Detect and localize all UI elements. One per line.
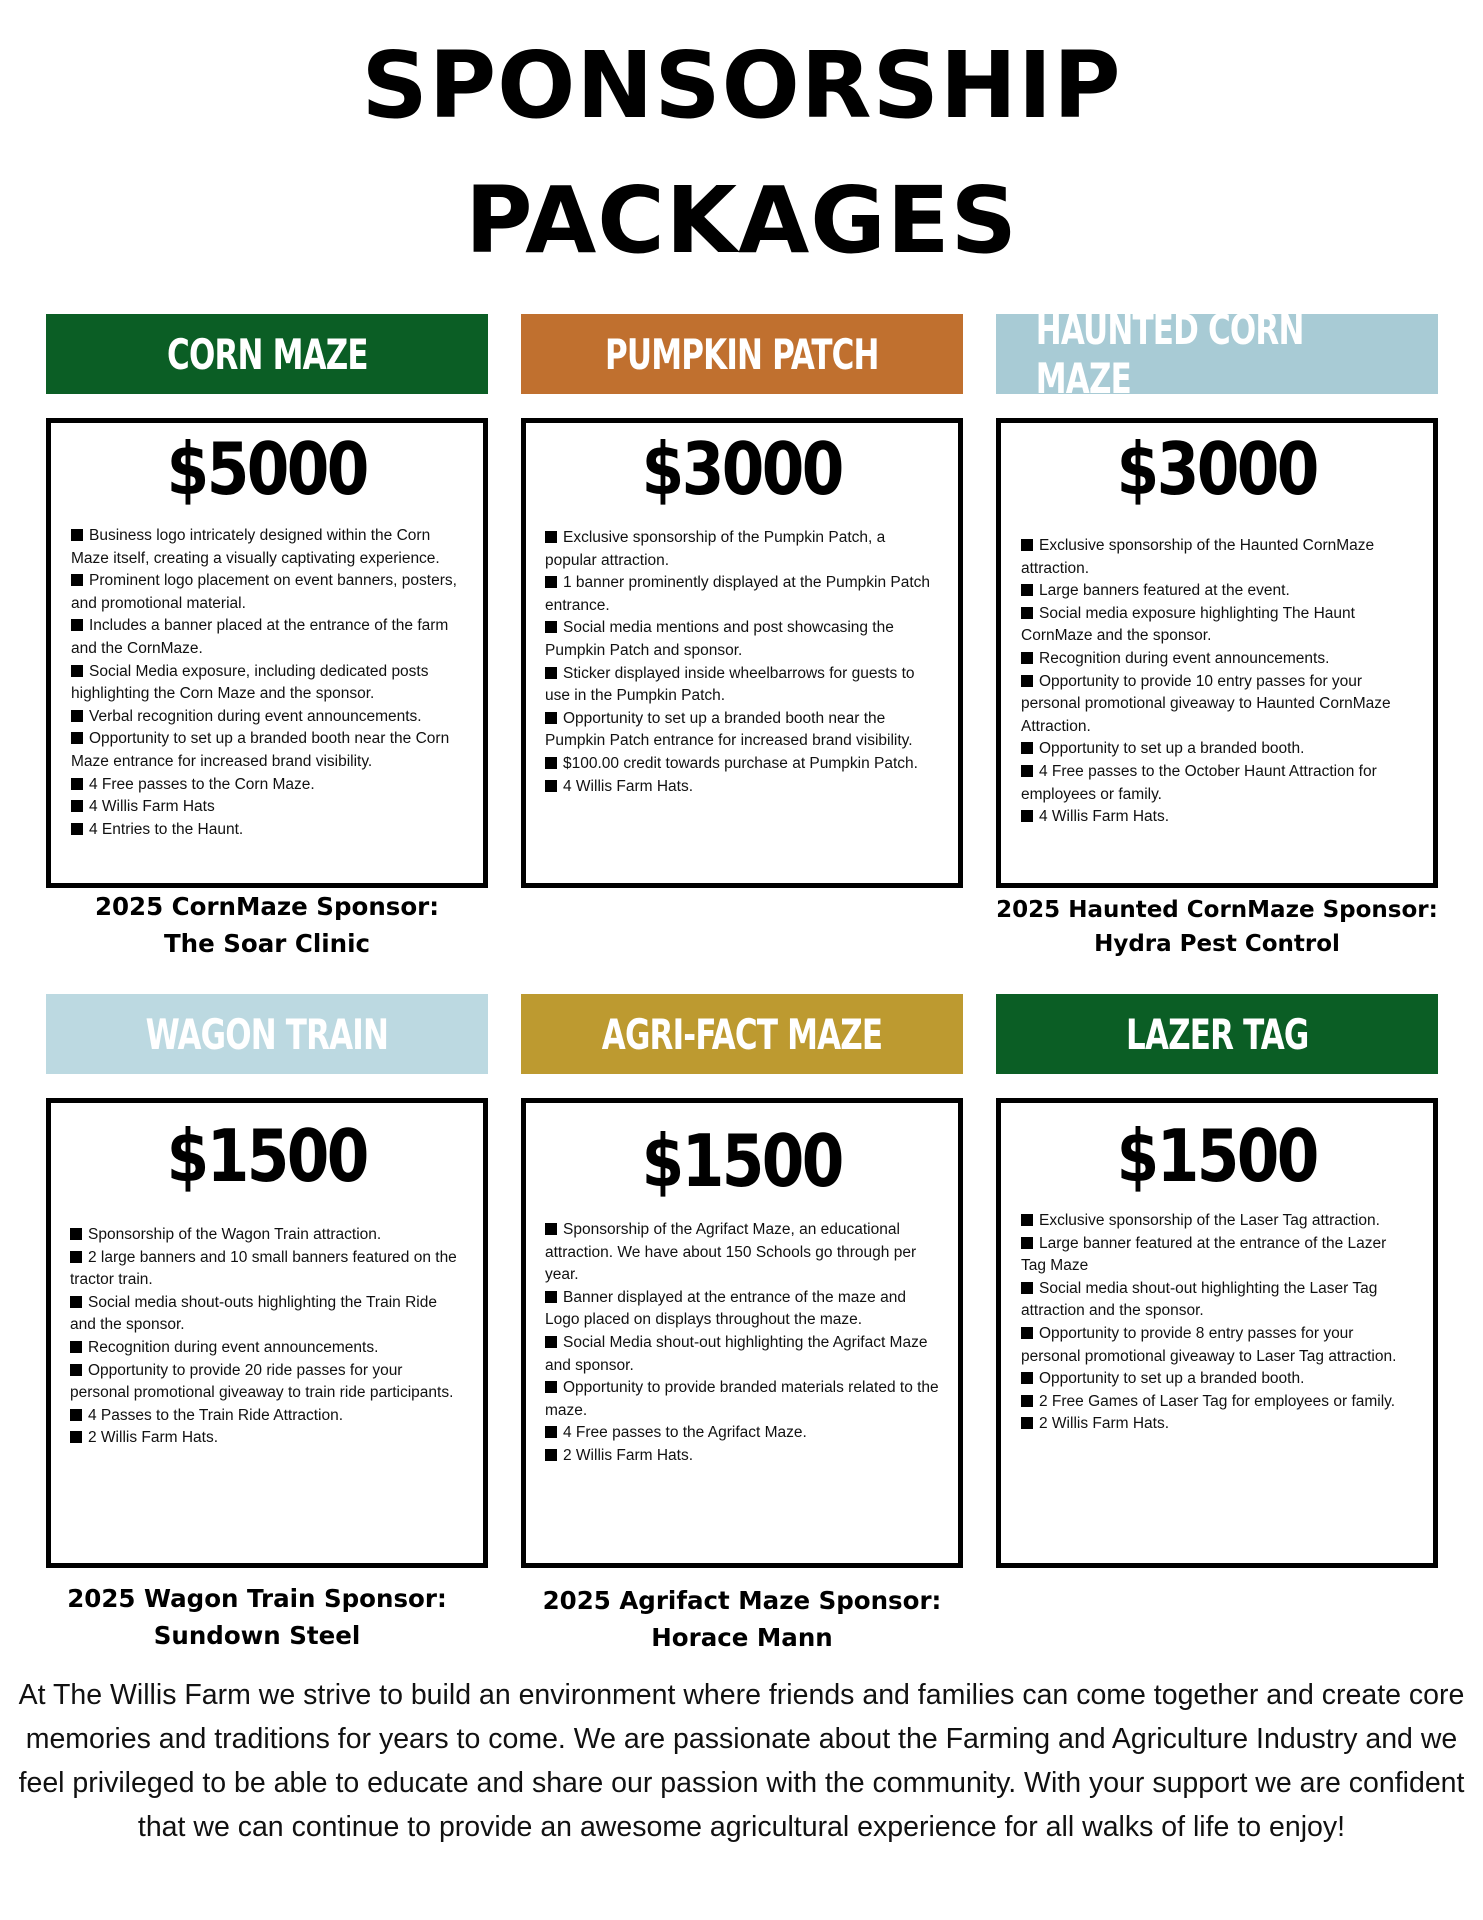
list-item: Verbal recognition during event announcements. bbox=[71, 706, 465, 729]
list-item: Social media mentions and post showcasing the Pumpkin Patch and sponsor. bbox=[545, 617, 940, 662]
list-item: 4 Willis Farm Hats. bbox=[1021, 806, 1415, 829]
benefits-list bbox=[1001, 1210, 1433, 1436]
list-item: Sponsorship of the Wagon Train attraction. bbox=[70, 1224, 465, 1247]
list-item: 4 Free passes to the Corn Maze. bbox=[71, 774, 465, 797]
package-price: $3000 bbox=[1116, 427, 1318, 511]
sponsor-haunted-corn-maze: 2025 Haunted CornMaze Sponsor: Hydra Pest Control bbox=[996, 897, 1438, 957]
list-item: Exclusive sponsorship of the Laser Tag attraction. bbox=[1021, 1210, 1415, 1233]
benefits-list bbox=[1001, 535, 1433, 829]
list-item: 4 Willis Farm Hats bbox=[71, 796, 465, 819]
list-item: Social media exposure highlighting The Haunt CornMaze and the sponsor. bbox=[1021, 603, 1415, 648]
list-item: Prominent logo placement on event banners, posters, and promotional material. bbox=[71, 570, 465, 615]
package-card-corn-maze bbox=[46, 418, 488, 888]
sponsor-agri-fact-maze: 2025 Agrifact Maze Sponsor: Horace Mann bbox=[542, 1586, 942, 1652]
list-item: Recognition during event announcements. bbox=[70, 1337, 465, 1360]
package-price: $1500 bbox=[641, 1119, 843, 1203]
list-item: 2 Willis Farm Hats. bbox=[545, 1445, 940, 1468]
list-item: 2 Free Games of Laser Tag for employees or family. bbox=[1021, 1391, 1415, 1414]
package-price: $1500 bbox=[1116, 1114, 1318, 1198]
package-card-lazer-tag bbox=[996, 1098, 1438, 1568]
list-item: Large banners featured at the event. bbox=[1021, 580, 1415, 603]
banner-haunted-corn-maze: HAUNTED CORN MAZE bbox=[996, 314, 1438, 394]
benefits-list bbox=[51, 525, 483, 841]
list-item: 4 Entries to the Haunt. bbox=[71, 819, 465, 842]
list-item: Exclusive sponsorship of the Pumpkin Patch, a popular attraction. bbox=[545, 527, 940, 572]
list-item: 4 Free passes to the Agrifact Maze. bbox=[545, 1422, 940, 1445]
list-item: Opportunity to set up a branded booth near the Corn Maze entrance for increased brand visibility. bbox=[71, 728, 465, 773]
list-item: 2 Willis Farm Hats. bbox=[70, 1427, 465, 1450]
banner-agri-fact-maze: AGRI-FACT MAZE bbox=[521, 994, 963, 1074]
list-item: 1 banner prominently displayed at the Pumpkin Patch entrance. bbox=[545, 572, 940, 617]
list-item: Social Media shout-out highlighting the Agrifact Maze and sponsor. bbox=[545, 1332, 940, 1377]
package-card-agri-fact-maze bbox=[521, 1098, 963, 1568]
page-title-line-2: PACKAGES bbox=[465, 167, 1018, 274]
footer-paragraph: At The Willis Farm we strive to build an environment where friends and families can come together and create core memories and traditions for years to come. We are passionate about the Farming and Agriculture Industry and we feel privileged to be able to educate and share our passion with the community. With your support we are confident that we can continue to provide an awesome agricultural experience for all walks of life to enjoy! bbox=[18, 1679, 1465, 1843]
banner-wagon-train: WAGON TRAIN bbox=[46, 994, 488, 1074]
page-title-line-1: SPONSORSHIP bbox=[361, 32, 1122, 139]
benefits-list bbox=[51, 1224, 483, 1450]
list-item: Opportunity to set up a branded booth near the Pumpkin Patch entrance for increased brand visibility. bbox=[545, 708, 940, 753]
list-item: Includes a banner placed at the entrance of the farm and the CornMaze. bbox=[71, 615, 465, 660]
list-item: Social media shout-outs highlighting the Train Ride and the sponsor. bbox=[70, 1292, 465, 1337]
list-item: Sticker displayed inside wheelbarrows for guests to use in the Pumpkin Patch. bbox=[545, 663, 940, 708]
package-card-pumpkin-patch bbox=[521, 418, 963, 888]
list-item: Exclusive sponsorship of the Haunted CornMaze attraction. bbox=[1021, 535, 1415, 580]
package-card-haunted-corn-maze bbox=[996, 418, 1438, 888]
benefits-list bbox=[526, 1219, 958, 1468]
list-item: Social media shout-out highlighting the Laser Tag attraction and the sponsor. bbox=[1021, 1278, 1415, 1323]
package-price: $5000 bbox=[166, 427, 368, 511]
list-item: 2 Willis Farm Hats. bbox=[1021, 1413, 1415, 1436]
list-item: Opportunity to provide 10 entry passes for your personal promotional giveaway to Haunted CornMaze Attraction. bbox=[1021, 671, 1415, 739]
list-item: 4 Passes to the Train Ride Attraction. bbox=[70, 1405, 465, 1428]
list-item: Banner displayed at the entrance of the maze and Logo placed on displays throughout the maze. bbox=[545, 1287, 940, 1332]
banner-lazer-tag: LAZER TAG bbox=[996, 994, 1438, 1074]
list-item: Opportunity to set up a branded booth. bbox=[1021, 1368, 1415, 1391]
list-item: Opportunity to set up a branded booth. bbox=[1021, 738, 1415, 761]
package-price: $1500 bbox=[166, 1114, 368, 1198]
list-item: Business logo intricately designed within the Corn Maze itself, creating a visually captivating experience. bbox=[71, 525, 465, 570]
list-item: Sponsorship of the Agrifact Maze, an educational attraction. We have about 150 Schools go through per year. bbox=[545, 1219, 940, 1287]
sponsor-corn-maze: 2025 CornMaze Sponsor: The Soar Clinic bbox=[94, 892, 440, 958]
list-item: 4 Free passes to the October Haunt Attraction for employees or family. bbox=[1021, 761, 1415, 806]
list-item: Large banner featured at the entrance of the Lazer Tag Maze bbox=[1021, 1233, 1415, 1278]
list-item: $100.00 credit towards purchase at Pumpkin Patch. bbox=[545, 753, 940, 776]
list-item: Opportunity to provide 20 ride passes for your personal promotional giveaway to train ride participants. bbox=[70, 1360, 465, 1405]
banner-corn-maze: CORN MAZE bbox=[46, 314, 488, 394]
list-item: Social Media exposure, including dedicated posts highlighting the Corn Maze and the sponsor. bbox=[71, 661, 465, 706]
package-price: $3000 bbox=[641, 427, 843, 511]
list-item: Opportunity to provide branded materials related to the maze. bbox=[545, 1377, 940, 1422]
list-item: Recognition during event announcements. bbox=[1021, 648, 1415, 671]
sponsor-wagon-train: 2025 Wagon Train Sponsor: Sundown Steel bbox=[67, 1584, 447, 1650]
list-item: 2 large banners and 10 small banners featured on the tractor train. bbox=[70, 1247, 465, 1292]
banner-pumpkin-patch: PUMPKIN PATCH bbox=[521, 314, 963, 394]
package-card-wagon-train bbox=[46, 1098, 488, 1568]
list-item: 4 Willis Farm Hats. bbox=[545, 776, 940, 799]
list-item: Opportunity to provide 8 entry passes for your personal promotional giveaway to Laser Tag attraction. bbox=[1021, 1323, 1415, 1368]
benefits-list bbox=[526, 527, 958, 798]
